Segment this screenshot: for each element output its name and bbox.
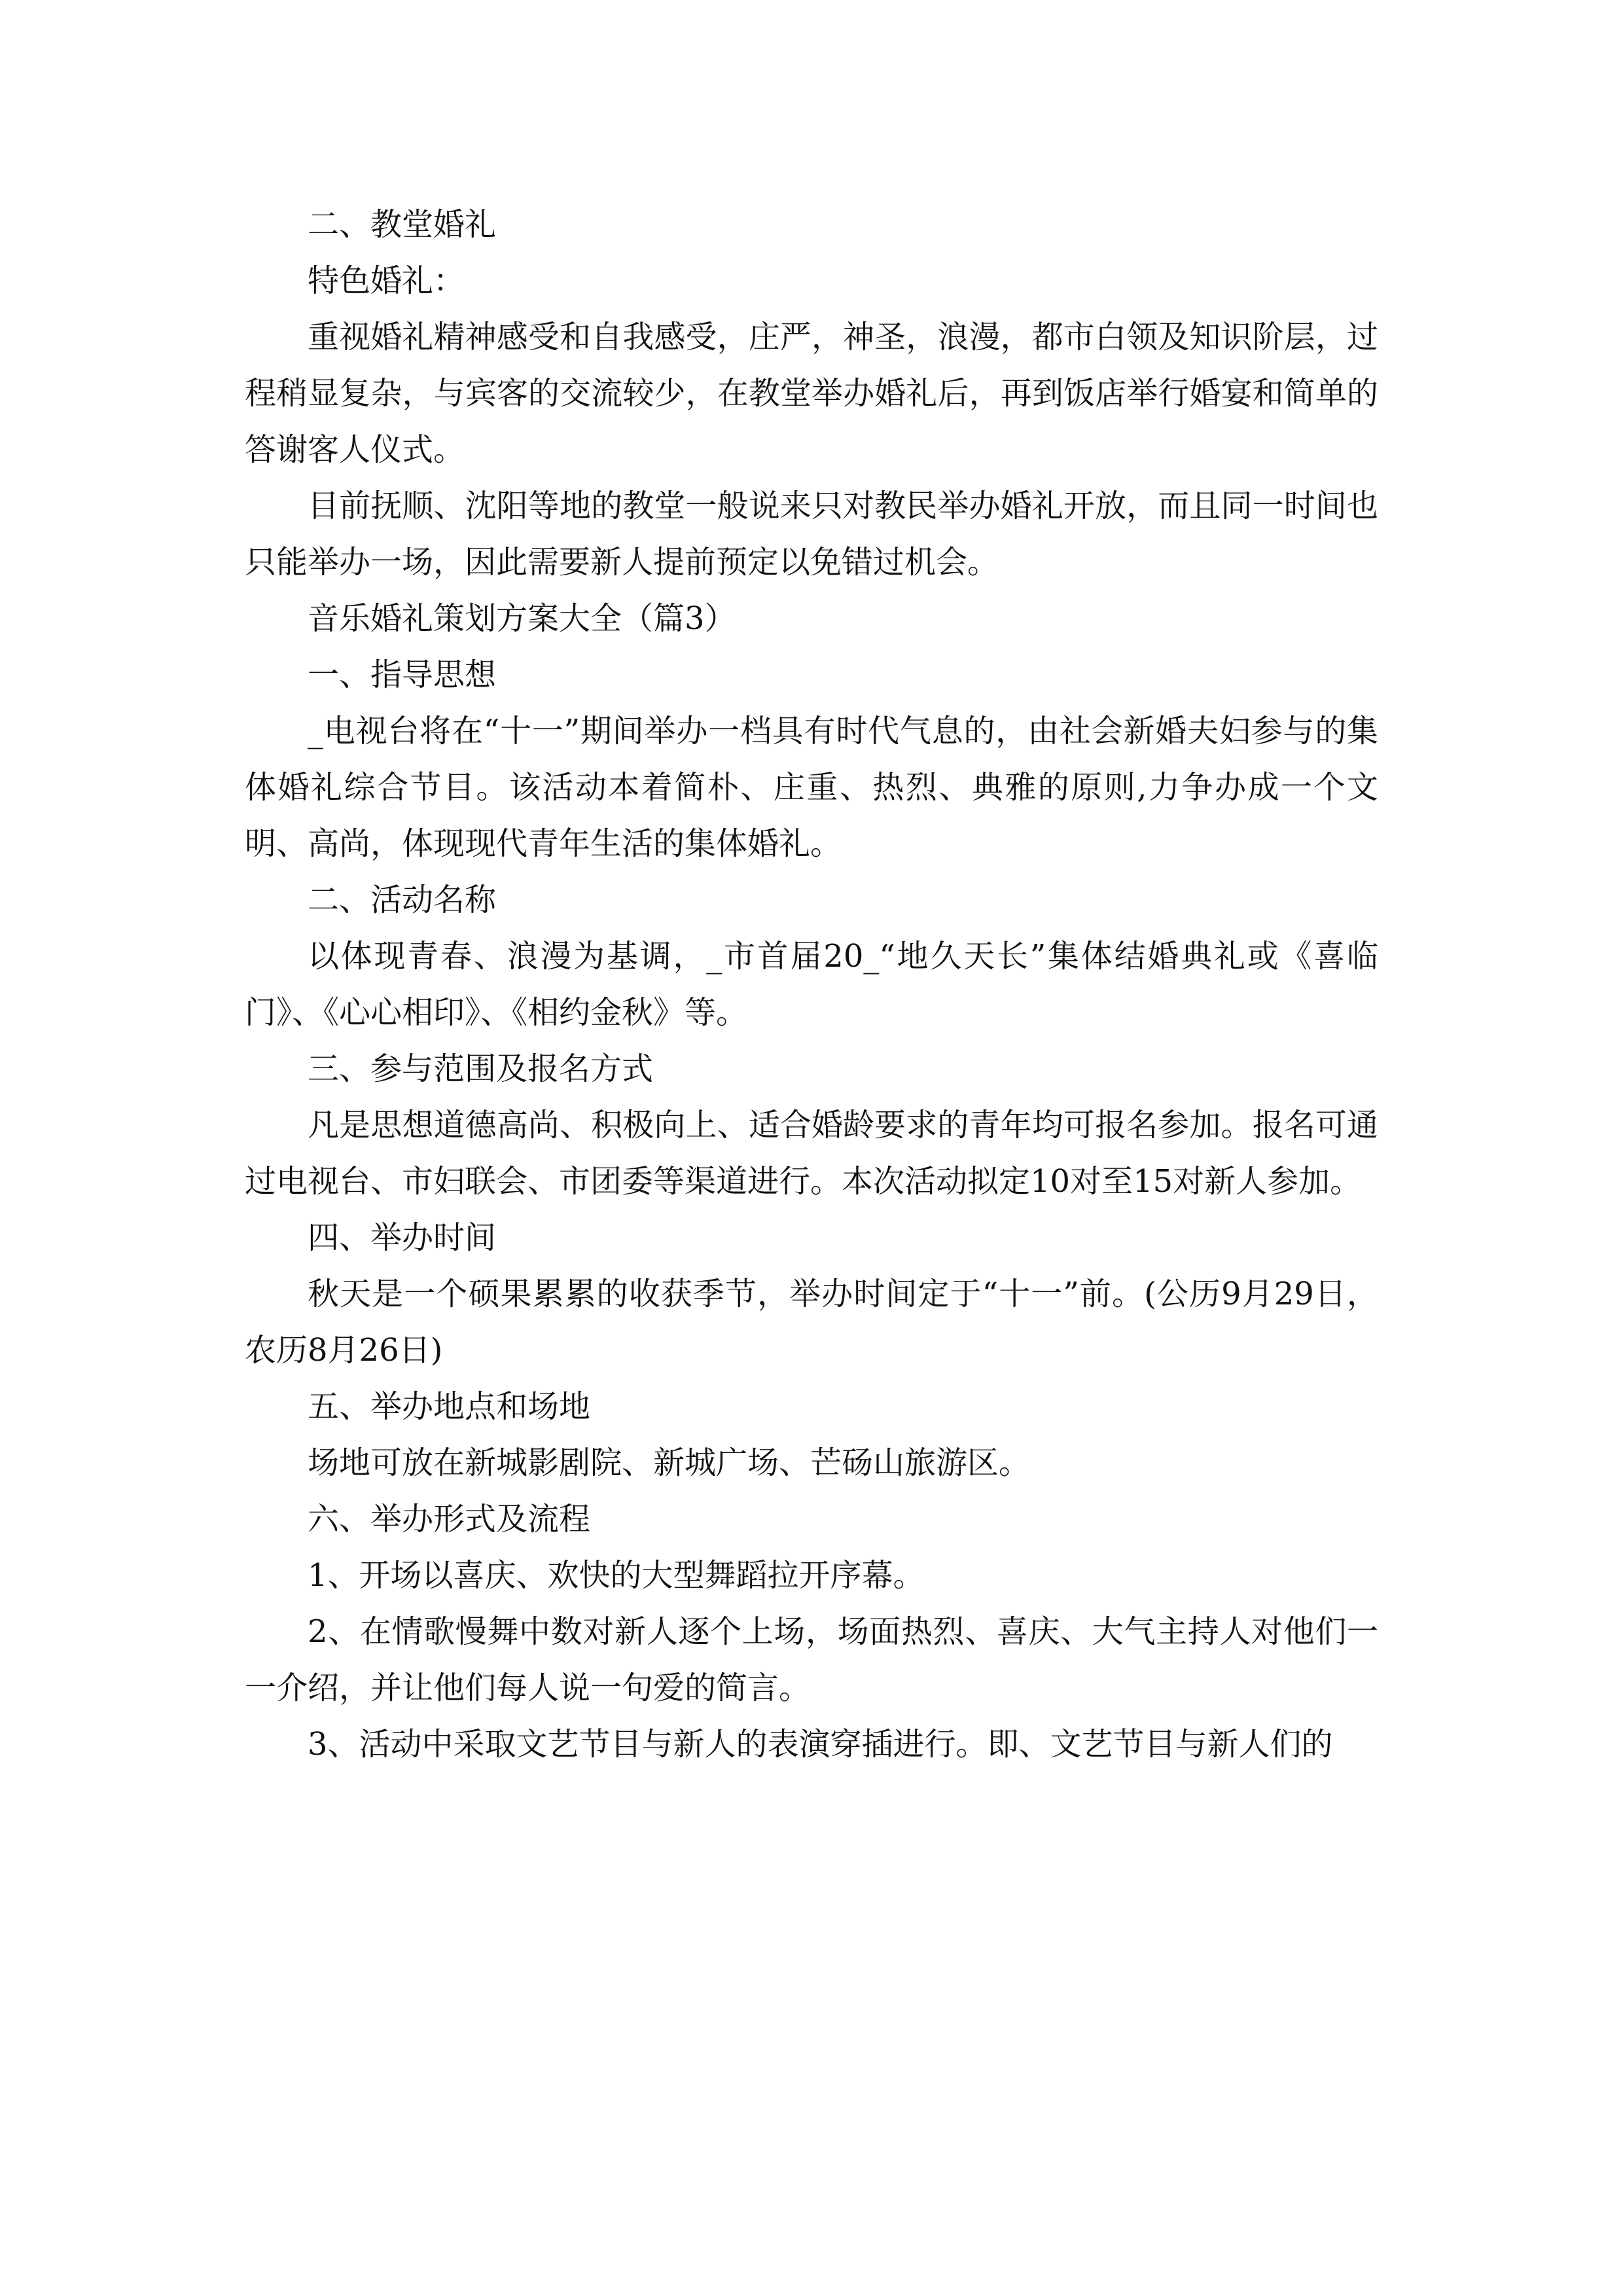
paragraph-participation: 凡是思想道德高尚、积极向上、适合婚龄要求的青年均可报名参加。报名可通过电视台、市妇联会、市团委等渠道进行。本次活动拟定10对至15对新人参加。: [245, 1107, 1378, 1200]
list-item-couples-entrance: 2、在情歌慢舞中数对新人逐个上场，场面热烈、喜庆、大气主持人对他们一一介绍，并让他们每人说一句爱的简言。: [245, 1613, 1378, 1706]
section-heading-time: 四、举办时间: [308, 1219, 497, 1256]
list-item-performances: 3、活动中采取文艺节目与新人的表演穿插进行。即、文艺节目与新人们的: [308, 1726, 1333, 1763]
section-heading-guiding-idea: 一、指导思想: [308, 656, 497, 693]
paragraph-venue: 场地可放在新城影剧院、新城广场、芒砀山旅游区。: [308, 1444, 1031, 1481]
section-heading-church-wedding: 二、教堂婚礼: [308, 206, 497, 243]
section-heading-venue: 五、举办地点和场地: [308, 1388, 591, 1425]
list-item-opening: 1、开场以喜庆、欢快的大型舞蹈拉开序幕。: [308, 1557, 925, 1594]
paragraph-church-description: 重视婚礼精神感受和自我感受，庄严，神圣，浪漫，都市白领及知识阶层，过程稍显复杂，与宾客的交流较少，在教堂举办婚礼后，再到饭店举行婚宴和简单的答谢客人仪式。: [245, 319, 1378, 468]
section-heading-event-name: 二、活动名称: [308, 882, 497, 918]
article-title-part-3: 音乐婚礼策划方案大全（篇3）: [308, 600, 736, 637]
paragraph-event-name: 以体现青春、浪漫为基调，_市首届20_“地久天长”集体结婚典礼或《喜临门》、《心心相印》、《相约金秋》等。: [245, 938, 1378, 1031]
paragraph-time: 秋天是一个硕果累累的收获季节，举办时间定于“十一”前。(公历9月29日，农历8月26日): [245, 1276, 1378, 1369]
paragraph-guiding-idea: _电视台将在“十一”期间举办一档具有时代气息的，由社会新婚夫妇参与的集体婚礼综合节目。该活动本着简朴、庄重、热烈、典雅的原则,力争办成一个文明、高尚，体现现代青年生活的集体婚礼。: [245, 713, 1378, 862]
subheading-feature-wedding: 特色婚礼：: [308, 262, 465, 299]
paragraph-church-booking: 目前抚顺、沈阳等地的教堂一般说来只对教民举办婚礼开放，而且同一时间也只能举办一场，因此需要新人提前预定以免错过机会。: [245, 488, 1378, 581]
section-heading-participation: 三、参与范围及报名方式: [308, 1050, 654, 1087]
section-heading-format: 六、举办形式及流程: [308, 1501, 591, 1537]
document-page: [245, 196, 1378, 1772]
